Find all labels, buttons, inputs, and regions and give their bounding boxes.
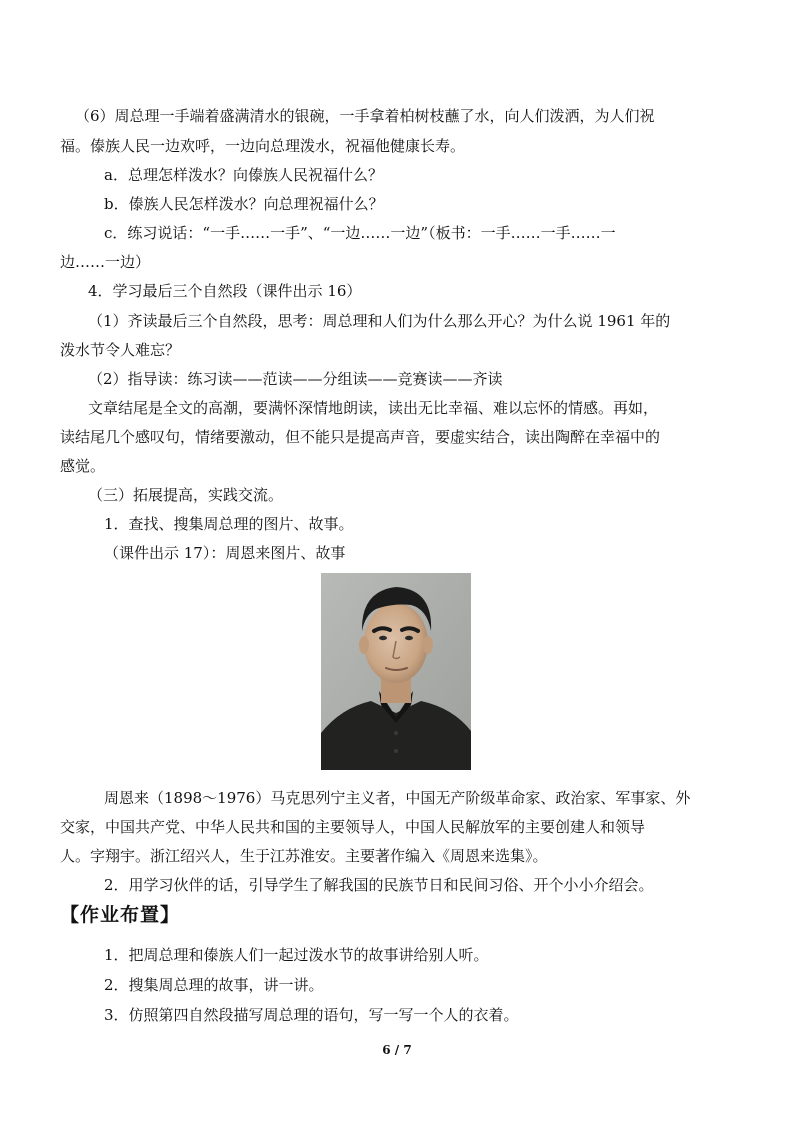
reading-note-line-3: 感觉。 — [60, 457, 106, 475]
item-2: 2．用学习伙伴的话，引导学生了解我国的民族节日和民间习俗、开个小小介绍会。 — [104, 876, 654, 894]
question-c-line-2: 边……一边） — [60, 253, 151, 271]
step-4-heading: 4．学习最后三个自然段（课件出示 16） — [88, 282, 362, 300]
paragraph-6-line-2: 福。傣族人民一边欢呼，一边向总理泼水，祝福他健康长寿。 — [60, 137, 466, 155]
step-4-1-line-2: 泼水节令人难忘？ — [60, 341, 181, 359]
part-3-heading: （三）拓展提高，实践交流。 — [88, 486, 284, 504]
reading-note-line-1: 文章结尾是全文的高潮，要满怀深情地朗读，读出无比幸福、难以忘怀的情感。再如， — [88, 399, 659, 417]
reading-note-line-2: 读结尾几个感叹句，情绪要激动，但不能只是提高声音，要虚实结合，读出陶醉在幸福中的 — [60, 428, 661, 446]
portrait-image — [321, 573, 471, 770]
question-b: b．傣族人民怎样泼水？向总理祝福什么？ — [104, 195, 384, 213]
step-4-1-line-1: （1）齐读最后三个自然段，思考：周总理和人们为什么那么开心？为什么说 1961 年的 — [88, 312, 671, 330]
biography-line-3: 人。字翔宇。浙江绍兴人，生于江苏淮安。主要著作编入《周恩来选集》。 — [60, 847, 548, 865]
courseware-17: （课件出示 17）：周恩来图片、故事 — [104, 544, 346, 562]
homework-item-3: 3．仿照第四自然段描写周总理的语句，写一写一个人的衣着。 — [104, 1006, 519, 1024]
zhou-enlai-portrait — [321, 573, 471, 770]
page-number: 6 / 7 — [382, 1043, 412, 1057]
step-4-2: （2）指导读：练习读——范读——分组读——竞赛读——齐读 — [88, 370, 503, 388]
homework-item-2: 2．搜集周总理的故事，讲一讲。 — [104, 976, 324, 994]
biography-line-1: 周恩来（1898～1976）马克思列宁主义者，中国无产阶级革命家、政治家、军事家、外 — [104, 789, 691, 807]
item-1: 1．查找、搜集周总理的图片、故事。 — [104, 515, 354, 533]
paragraph-6-line-1: （6）周总理一手端着盛满清水的银碗，一手拿着柏树枝蘸了水，向人们泼洒，为人们祝 — [75, 107, 655, 125]
question-c-line-1: c．练习说话：“一手……一手”、“一边……一边”（板书：一手……一手……一 — [104, 224, 616, 242]
question-a: a．总理怎样泼水？向傣族人民祝福什么？ — [104, 166, 383, 184]
biography-line-2: 交家，中国共产党、中华人民共和国的主要领导人，中国人民解放军的主要创建人和领导 — [60, 818, 646, 836]
homework-item-1: 1．把周总理和傣族人们一起过泼水节的故事讲给别人听。 — [104, 946, 489, 964]
homework-heading: 【作业布置】 — [60, 904, 181, 926]
